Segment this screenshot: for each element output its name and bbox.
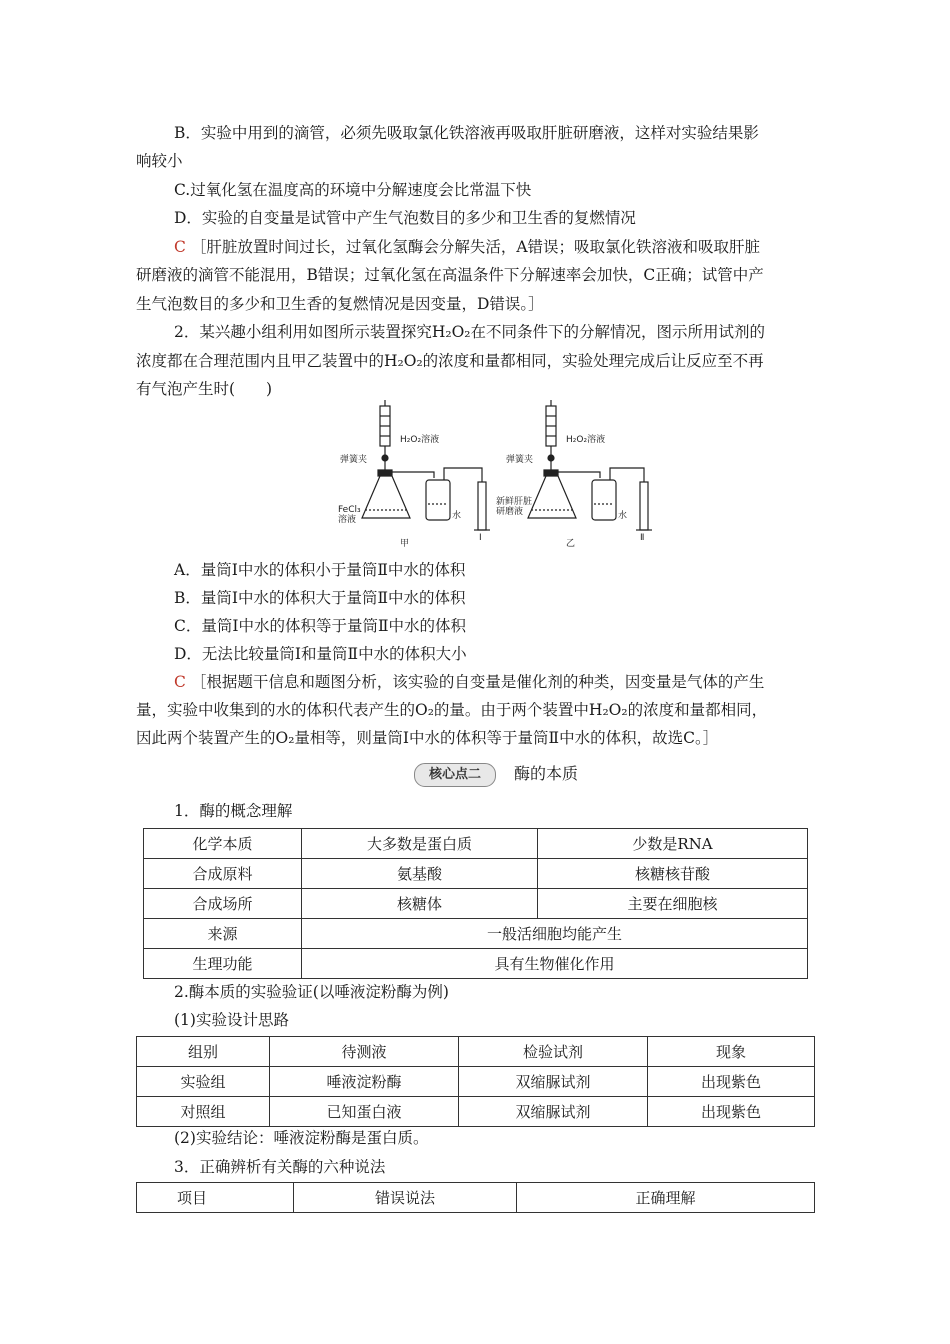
q2-option-b: B．量筒Ⅰ中水的体积大于量筒Ⅱ中水的体积	[174, 589, 466, 607]
q2-stem-line1: 2．某兴趣小组利用如图所示装置探究H₂O₂在不同条件下的分解情况，图示所用试剂的	[174, 323, 766, 341]
table-row	[144, 829, 808, 859]
q2-option-c: C．量筒Ⅰ中水的体积等于量筒Ⅱ中水的体积	[174, 617, 467, 635]
table-header-cell: 项目	[137, 1183, 294, 1213]
table-header-cell: 待测液	[270, 1037, 459, 1067]
table-header-row	[137, 1037, 815, 1067]
table-cell: 双缩脲试剂	[459, 1097, 648, 1127]
q1-explanation-text: ［肝脏放置时间过长，过氧化氢酶会分解失活，A错误；吸取氯化铁溶液和吸取肝脏	[190, 238, 761, 256]
table-header-row	[137, 1183, 815, 1213]
q1-explanation-line1	[174, 237, 760, 257]
apparatus-jia-label: 甲	[400, 539, 410, 549]
cylinder-1	[478, 482, 486, 530]
tube-bottle-cylinder-left	[444, 468, 482, 482]
table-cell: 具有生物催化作用	[302, 949, 808, 979]
table-row	[137, 1067, 815, 1097]
table-row	[144, 949, 808, 979]
q2-answer: C	[174, 673, 186, 691]
apparatus-diagram	[338, 398, 654, 550]
table-cell: 合成原料	[144, 859, 302, 889]
q1-explanation-line3: 生气泡数目的多少和卫生香的复燃情况是因变量，D错误。］	[136, 295, 544, 313]
q1-option-b-line2: 响较小	[136, 152, 183, 170]
core-point-badge: 核心点二	[414, 763, 496, 787]
h2o2-label-left: H₂O₂溶液	[400, 435, 440, 445]
table-header-cell: 检验试剂	[459, 1037, 648, 1067]
q2-explanation-line1	[174, 672, 764, 692]
liver-label-line1: 新鲜肝脏	[496, 497, 533, 507]
table-row	[144, 859, 808, 889]
verify-heading: 2.酶本质的实验验证(以唾液淀粉酶为例)	[174, 983, 449, 1001]
cylinder-2	[640, 482, 648, 530]
flask-left	[362, 476, 410, 518]
table-cell: 唾液淀粉酶	[270, 1067, 459, 1097]
cylinder-1-label: Ⅰ	[479, 533, 482, 543]
q2-explanation-line3: 因此两个装置产生的O₂量相等，则量筒Ⅰ中水的体积等于量筒Ⅱ中水的体积，故选C。］	[136, 729, 719, 747]
verify-table	[136, 1036, 815, 1127]
flask-right	[528, 476, 576, 518]
apparatus-yi-label: 乙	[566, 539, 576, 549]
q1-option-c: C.过氧化氢在温度高的环境中分解速度会比常温下快	[174, 181, 532, 199]
q2-option-a: A．量筒Ⅰ中水的体积小于量筒Ⅱ中水的体积	[174, 561, 466, 579]
table-cell: 核糖核苷酸	[538, 859, 808, 889]
q1-option-b-line1: B．实验中用到的滴管，必须先吸取氯化铁溶液再吸取肝脏研磨液，这样对实验结果影	[174, 124, 759, 142]
water-label-right: 水	[618, 511, 628, 521]
table-cell: 来源	[144, 919, 302, 949]
table-row	[137, 1097, 815, 1127]
table-cell: 已知蛋白液	[270, 1097, 459, 1127]
stopper-right	[544, 470, 558, 476]
verify-subheading: (1)实验设计思路	[174, 1011, 289, 1029]
clamp-label-left: 弹簧夹	[340, 455, 368, 465]
clamp-right	[548, 455, 554, 461]
concept-heading: 1．酶的概念理解	[174, 802, 293, 820]
q2-stem-line2: 浓度都在合理范围内且甲乙装置中的H₂O₂的浓度和量都相同，实验处理完成后让反应至不再	[136, 352, 764, 370]
table-row	[144, 889, 808, 919]
fecl3-label-line2: 溶液	[338, 515, 357, 525]
bottle-right	[592, 480, 616, 520]
table-header-cell: 组别	[137, 1037, 270, 1067]
clamp-label-right: 弹簧夹	[506, 455, 534, 465]
q1-answer: C	[174, 238, 186, 256]
clamp-left	[382, 455, 388, 461]
table-cell: 出现紫色	[648, 1067, 815, 1097]
q1-explanation-line2: 研磨液的滴管不能混用，B错误；过氧化氢在高温条件下分解速率会加快，C正确；试管中产	[136, 266, 764, 284]
q2-option-d: D．无法比较量筒Ⅰ和量筒Ⅱ中水的体积大小	[174, 645, 467, 663]
concept-table	[143, 828, 808, 979]
table-cell: 氨基酸	[302, 859, 538, 889]
table-cell: 一般活细胞均能产生	[302, 919, 808, 949]
cylinder-2-label: Ⅱ	[640, 533, 645, 543]
liver-label-line2: 研磨液	[496, 507, 524, 517]
verify-conclusion: (2)实验结论：唾液淀粉酶是蛋白质。	[174, 1129, 429, 1147]
table-header-cell: 现象	[648, 1037, 815, 1067]
q1-option-d: D．实验的自变量是试管中产生气泡数目的多少和卫生香的复燃情况	[174, 209, 636, 227]
table-cell: 双缩脲试剂	[459, 1067, 648, 1097]
table-cell: 对照组	[137, 1097, 270, 1127]
fecl3-label-line1: FeCl₃	[338, 505, 361, 515]
table-cell: 出现紫色	[648, 1097, 815, 1127]
tube-flask-bottle-left	[392, 472, 434, 478]
q2-explanation-line2: 量，实验中收集到的水的体积代表产生的O₂的量。由于两个装置中H₂O₂的浓度和量都相同，	[136, 701, 768, 719]
six-heading: 3．正确辨析有关酶的六种说法	[174, 1158, 386, 1176]
table-cell: 少数是RNA	[538, 829, 808, 859]
table-cell: 大多数是蛋白质	[302, 829, 538, 859]
section-title: 酶的本质	[514, 764, 579, 783]
six-table	[136, 1182, 815, 1213]
table-header-cell: 正确理解	[517, 1183, 815, 1213]
stopper-left	[378, 470, 392, 476]
section-heading	[414, 763, 614, 785]
apparatus-figure	[338, 398, 654, 550]
q2-stem-line3: 有气泡产生时( )	[136, 380, 273, 398]
table-row	[144, 919, 808, 949]
table-cell: 主要在细胞核	[538, 889, 808, 919]
tube-flask-bottle-right	[558, 472, 600, 478]
table-cell: 生理功能	[144, 949, 302, 979]
q2-explanation-text: ［根据题干信息和题图分析，该实验的自变量是催化剂的种类，因变量是气体的产生	[190, 673, 765, 691]
water-label-left: 水	[452, 511, 462, 521]
table-cell: 化学本质	[144, 829, 302, 859]
bottle-left	[426, 480, 450, 520]
table-cell: 合成场所	[144, 889, 302, 919]
table-cell: 核糖体	[302, 889, 538, 919]
table-cell: 实验组	[137, 1067, 270, 1097]
table-header-cell: 错误说法	[294, 1183, 517, 1213]
h2o2-label-right: H₂O₂溶液	[566, 435, 606, 445]
